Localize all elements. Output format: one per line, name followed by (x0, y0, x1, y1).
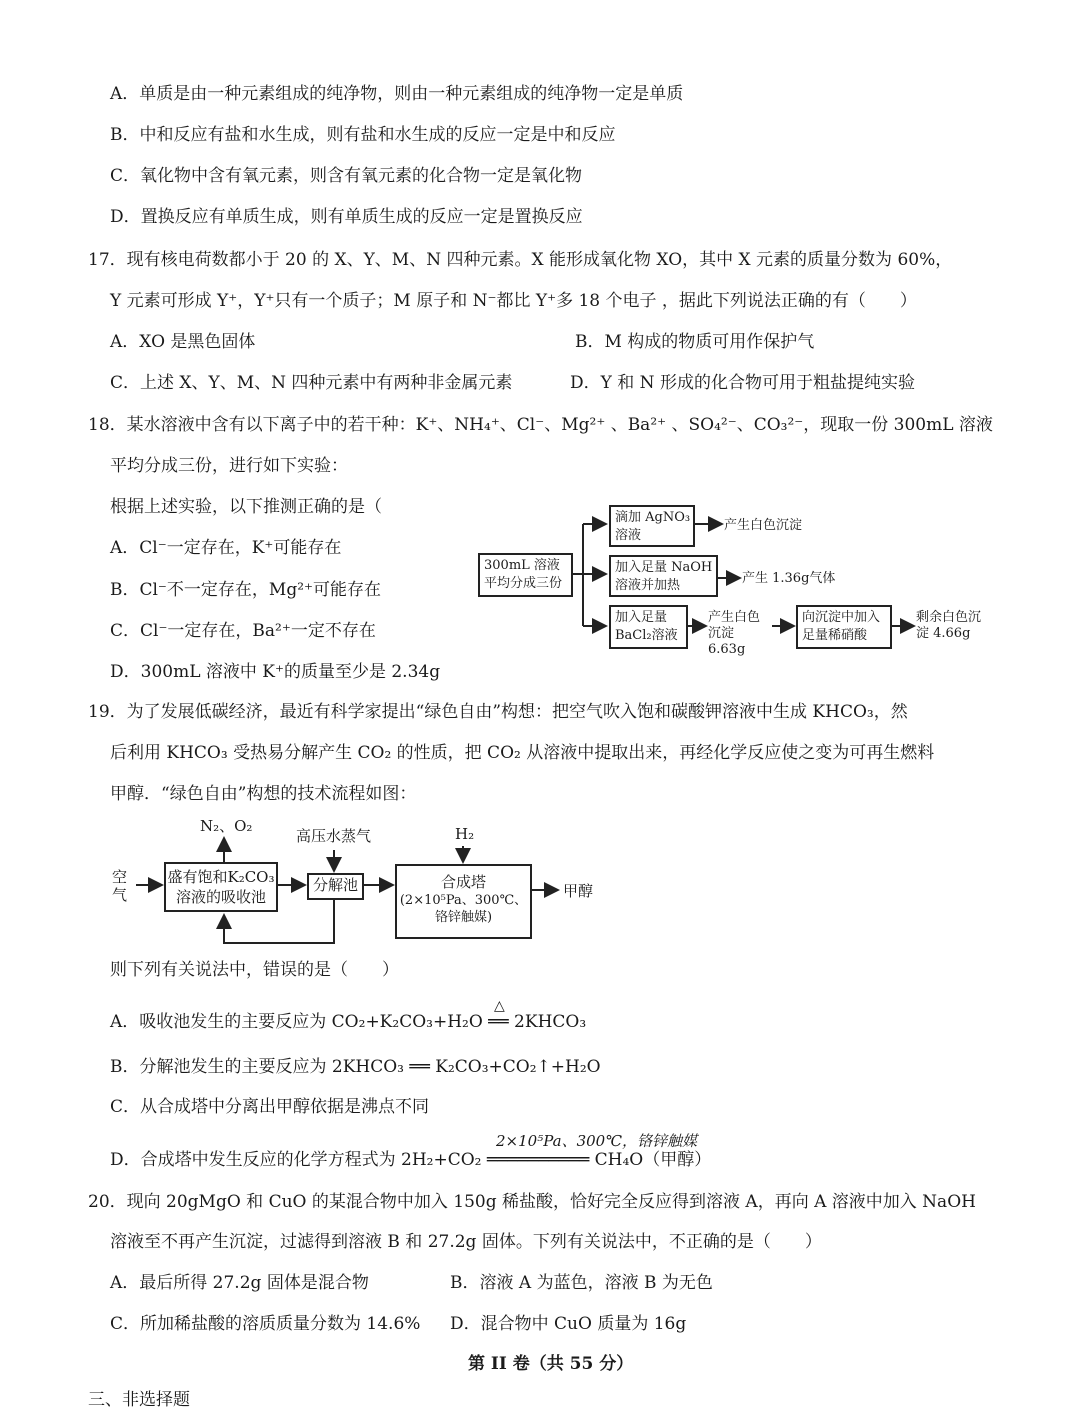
q17-option-d: D．Y 和 N 形成的化合物可用于粗盐提纯实验 (570, 373, 915, 393)
q19-question: 则下列有关说法中，错误的是（ ） (110, 960, 399, 980)
q18-option-a: A．Cl⁻一定存在，K⁺可能存在 (110, 538, 342, 558)
q19-gas-out-label: N₂、O₂ (200, 817, 253, 835)
q18-result-4: 剩余白色沉淀 4.66g (916, 610, 982, 641)
q18-stem-line3: 根据上述实验，以下推测正确的是（ (110, 497, 382, 517)
q20-option-c: C．所加稀盐酸的溶质质量分数为 14.6% (110, 1314, 421, 1334)
q19-synthesis-tower: 合成塔 (2×10⁵Pa、300℃、铬锌触媒) (395, 864, 532, 939)
q18-hno3-box: 向沉淀中加入足量稀硝酸 (796, 605, 892, 649)
section-volume-title: 第 II 卷（共 55 分） (468, 1354, 634, 1374)
q19-heat-symbol: △ (494, 998, 505, 1014)
q19-methanol-label: 甲醇 (563, 882, 594, 900)
q18-stem-line1: 18．某水溶液中含有以下离子中的若干种：K⁺、NH₄⁺、Cl⁻、Mg²⁺ 、Ba²⁺ 、SO₄²⁻、CO₃²⁻，现取一份 300mL 溶液 (88, 415, 993, 435)
q19-absorption-pool: 盛有饱和K₂CO₃溶液的吸收池 (164, 862, 278, 912)
q18-result-1: 产生白色沉淀 (724, 518, 803, 533)
q20-option-d: D．混合物中 CuO 质量为 16g (450, 1314, 687, 1334)
q19-reaction-condition: 2×10⁵Pa、300℃，铬锌触媒 (496, 1132, 697, 1150)
q17-option-c: C．上述 X、Y、M、N 四种元素中有两种非金属元素 (110, 373, 513, 393)
q19-option-b: B．分解池发生的主要反应为 2KHCO₃ ══ K₂CO₃+CO₂↑+H₂O (110, 1057, 601, 1077)
q18-result-3: 产生白色沉淀 6.63g (708, 610, 761, 657)
q19-h2-label: H₂ (455, 825, 475, 843)
q18-stem-line2: 平均分成三份，进行如下实验： (110, 456, 348, 476)
q19-option-d: D．合成塔中发生反应的化学方程式为 2H₂+CO₂ ══════════ CH₄O（甲醇） (110, 1150, 712, 1170)
q18-agno3-box: 滴加 AgNO₃溶液 (609, 505, 695, 547)
q17-option-a: A．XO 是黑色固体 (110, 332, 256, 352)
q20-stem-line1: 20．现向 20gMgO 和 CuO 的某混合物中加入 150g 稀盐酸，恰好完全反应得到溶液 A，再向 A 溶液中加入 NaOH (88, 1192, 976, 1212)
q18-bacl2-box: 加入足量BaCl₂溶液 (609, 605, 688, 649)
q18-naoh-box: 加入足量 NaOH溶液并加热 (609, 555, 718, 597)
q20-option-b: B．溶液 A 为蓝色，溶液 B 为无色 (450, 1273, 713, 1293)
q19-steam-label: 高压水蒸气 (296, 827, 372, 845)
q17-stem-line1: 17．现有核电荷数都小于 20 的 X、Y、M、N 四种元素。X 能形成氧化物 XO，其中 X 元素的质量分数为 60%， (88, 250, 953, 270)
q16-option-a: A．单质是由一种元素组成的纯净物，则由一种元素组成的纯净物一定是单质 (110, 84, 684, 104)
q18-start-box: 300mL 溶液平均分成三份 (478, 553, 573, 597)
q16-option-d: D．置换反应有单质生成，则有单质生成的反应一定是置换反应 (110, 207, 583, 227)
q19-stem-line1: 19．为了发展低碳经济，最近有科学家提出“绿色自由”构想：把空气吹入饱和碳酸钾溶液中生成 KHCO₃，然 (88, 702, 908, 722)
q19-stem-line2: 后利用 KHCO₃ 受热易分解产生 CO₂ 的性质，把 CO₂ 从溶液中提取出来，再经化学反应使之变为可再生燃料 (110, 743, 935, 763)
q19-decomposition-pool: 分解池 (307, 873, 364, 900)
q18-option-c: C．Cl⁻一定存在，Ba²⁺一定不存在 (110, 621, 376, 641)
q16-option-b: B．中和反应有盐和水生成，则有盐和水生成的反应一定是中和反应 (110, 125, 616, 145)
q19-air-label: 空气 (112, 868, 128, 904)
q17-option-b: B．M 构成的物质可用作保护气 (575, 332, 815, 352)
q18-option-b: B．Cl⁻不一定存在，Mg²⁺可能存在 (110, 580, 381, 600)
q20-stem-line2: 溶液至不再产生沉淀，过滤得到溶液 B 和 27.2g 固体。下列有关说法中，不正确的是（ ） (110, 1232, 822, 1252)
section-heading: 三、非选择题 (88, 1390, 190, 1410)
q18-option-d: D．300mL 溶液中 K⁺的质量至少是 2.34g (110, 662, 441, 682)
q19-stem-line3: 甲醇．“绿色自由”构想的技术流程如图： (110, 784, 417, 804)
q16-option-c: C．氧化物中含有氧元素，则含有氧元素的化合物一定是氧化物 (110, 166, 583, 186)
q18-result-2: 产生 1.36g气体 (742, 571, 836, 586)
q17-stem-line2: Y 元素可形成 Y⁺，Y⁺只有一个质子；M 原子和 N⁻都比 Y⁺多 18 个电子 ，据此下列说法正确的有（ ） (110, 291, 917, 311)
q19-option-a: A．吸收池发生的主要反应为 CO₂+K₂CO₃+H₂O ══ 2KHCO₃ (110, 1012, 587, 1032)
q19-option-c: C．从合成塔中分离出甲醇依据是沸点不同 (110, 1097, 430, 1117)
q20-option-a: A．最后所得 27.2g 固体是混合物 (110, 1273, 369, 1293)
